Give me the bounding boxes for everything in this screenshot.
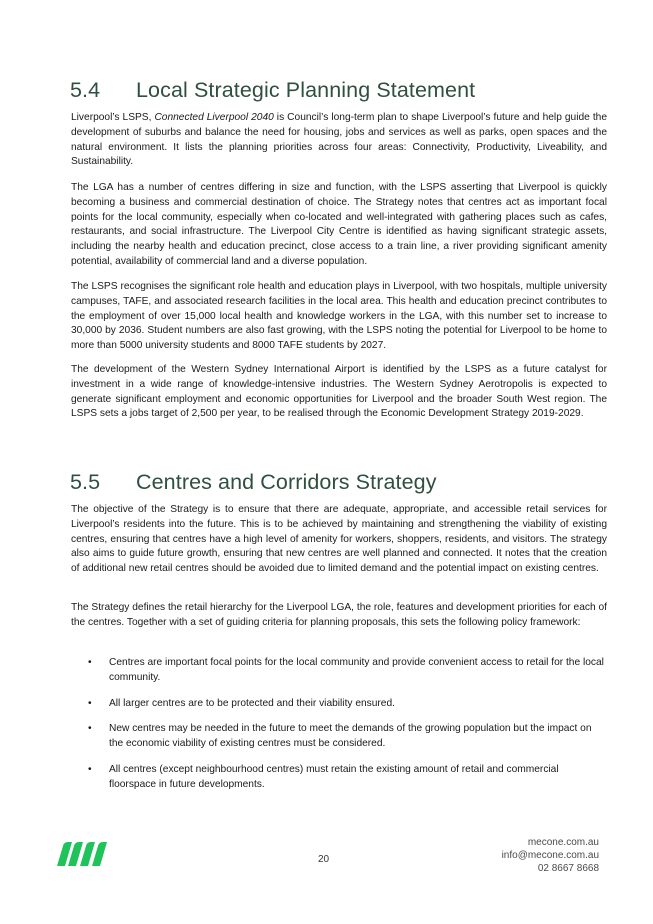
bullet-icon: • <box>88 763 92 775</box>
email-link[interactable]: info@mecone.com.au <box>501 850 599 861</box>
paragraph: The Strategy defines the retail hierarchy for the Liverpool LGA, the role, features and development priorities for each of the centres. Together with a set of guiding criteria for planning proposals, this sets the following policy framework: <box>71 602 607 628</box>
paragraph-text: Liverpool’s LSPS, <box>71 112 155 123</box>
section-number: 5.4 <box>70 78 101 102</box>
plan-title-italic: Connected Liverpool 2040 <box>154 112 274 123</box>
bullet-icon: • <box>88 657 92 668</box>
paragraph-text: is Council’s long-term plan to shape Liverpool’s future and help guide the development of suburbs and balance the need for housing, jobs and services as well as parks, open spaces and the natural environment. It lists the planning priorities across four areas: Connectivity, Productivity, Liveability, and Sustainability. <box>71 112 607 168</box>
section-heading-5-5 <box>70 470 437 495</box>
bullet-icon: • <box>88 723 92 735</box>
policy-framework-list <box>88 656 608 804</box>
list-item-text: New centres may be needed in the future to meet the demands of the growing population but the impact on the economic viability of existing centres must be considered. <box>109 723 592 750</box>
list-item <box>88 763 608 793</box>
website-link[interactable]: mecone.com.au <box>527 837 599 848</box>
contact-block <box>502 836 599 875</box>
list-item <box>88 722 608 752</box>
section-number: 5.5 <box>70 470 101 494</box>
list-item-text: All larger centres are to be protected and their viability ensured. <box>109 697 395 709</box>
paragraph: The development of the Western Sydney International Airport is identified by the LSPS as a future catalyst for investment in a wide range of knowledge-intensive industries. The Western Sydney Aerotropolis is expected to generate significant employment and economic opportunities for Liverpool and the broader South West region. The LSPS sets a jobs target of 2,500 per year, to be realised through the Economic Development Strategy 2019-2029. <box>71 364 607 420</box>
bullet-icon: • <box>88 697 92 709</box>
paragraph: The LGA has a number of centres differing in size and function, with the LSPS asserting that Liverpool is quickly becoming a business and commercial destination of choice. The Strategy notes that centres act as important focal points for the local community, especially when co-located and well-integrated with gathering places such as cafes, restaurants, and social infrastructure. The Liverpool City Centre is identified as having significant strategic assets, including the nearby health and education precinct, close access to a train line, a river providing significant amenity potential, availability of commercial land and a diverse population. <box>71 182 607 267</box>
list-item-text: Centres are important focal points for the local community and provide convenient access to retail for the local community. <box>109 657 604 683</box>
section-title: Centres and Corridors Strategy <box>136 470 437 494</box>
section-heading-5-4 <box>70 78 475 103</box>
paragraph <box>71 111 607 170</box>
logo-shapes <box>57 842 107 866</box>
list-item-text: All centres (except neighbourhood centres) must retain the existing amount of retail and commercial floorspace in future developments. <box>109 763 559 790</box>
list-item <box>88 697 608 712</box>
mecone-logo-icon <box>54 838 112 868</box>
list-item <box>88 656 608 686</box>
page-number: 20 <box>318 854 330 865</box>
paragraph: The objective of the Strategy is to ensure that there are adequate, appropriate, and accessible retail services for Liverpool’s residents into the future. This is to be achieved by maintaining and strengthening the viability of existing centres, ensuring that centres have a high level of amenity for workers, shoppers, residents, and visitors. The strategy also aims to guide future growth, ensuring that new centres are well planned and connected. It notes that the creation of additional new retail centres should be avoided due to limited demand and the potential impact on existing centres. <box>71 504 607 575</box>
phone-number: 02 8667 8668 <box>537 863 599 874</box>
paragraph: The LSPS recognises the significant role health and education plays in Liverpool, with two hospitals, multiple university campuses, TAFE, and associated research facilities in the local area. This health and education precinct contributes to the employment of over 15,000 local health and knowledge workers in the LGA, with this number set to increase to 30,000 by 2036. Student numbers are also fast growing, with the LSPS noting the potential for Liverpool to be home to more than 5000 university students and 8000 TAFE students by 2027. <box>71 281 607 352</box>
section-title: Local Strategic Planning Statement <box>136 78 476 102</box>
